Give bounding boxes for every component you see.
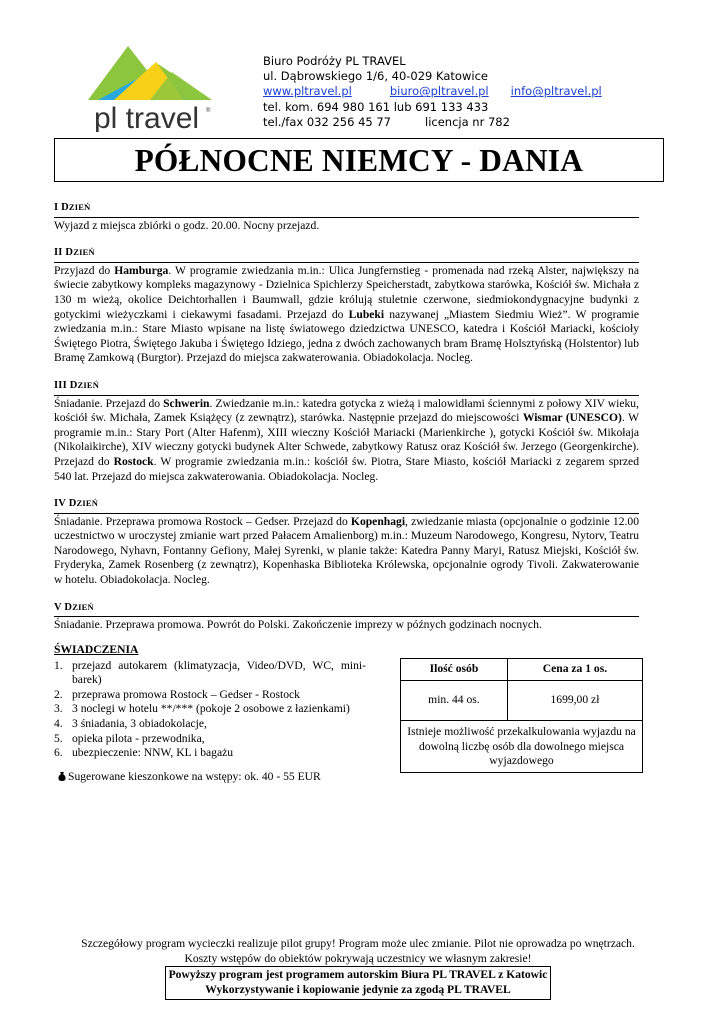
page-title-box: [54, 138, 664, 182]
price-table: [400, 658, 643, 773]
price-note: Istnieje możliwość przekalkulowania wyjazdu na dowolną liczbę osób dla dowolnego miejsca wyjazdowego: [401, 721, 643, 773]
day-description: Śniadanie. Przeprawa promowa Rostock – Gedser. Przejazd do Kopenhagi, zwiedzanie miasta (opcjonalnie o godzinie 12.00 uczestnictwo w uroczystej zmianie wart przed Pałacem Amalienborg) m.in.: Muzeum Narodowego, Kongresu, Nytorv, Teatru Narodowego, Nyhavn, Fontanny Gefiony, Małej Syrenki, w planie także: Katedra Panny Maryi, Ratusz Miejski, Kościół św. Fryderyka, Zamek Rosenberg (z zewnątrz), Kopenhaska Biblioteka Królewska, opcjonalnie ogrody Tivoli. Zakwaterowanie w hotelu. Obiadokolacja. Nocleg.: [54, 514, 639, 587]
day-section: [54, 200, 639, 233]
day-description: Śniadanie. Przeprawa promowa. Powrót do Polski. Zakończenie imprezy w późnych godzinach nocnych.: [54, 618, 542, 632]
persons-value: min. 44 os.: [401, 681, 508, 721]
price-header: Cena za 1 os.: [507, 659, 642, 681]
agency-license: licencja nr 782: [425, 114, 510, 129]
agency-address: ul. Dąbrowskiego 1/6, 40-029 Katowice: [263, 69, 488, 84]
day-section: [54, 378, 639, 484]
day-description: Wyjazd z miejsca zbiórki o godz. 20.00. Nocny przejazd.: [54, 218, 320, 232]
benefits-title: ŚWIADCZENIA: [54, 643, 139, 656]
day-description: Śniadanie. Przejazd do Schwerin. Zwiedzanie m.in.: katedra gotycka z wieżą i malowidłami ściennymi z połowy XIV wieku, kościół św. Michała, Zamek Książęcy (z zewnątrz), starówka. Następnie przejazd do miejscowości Wismar (UNESCO). W programie m.in.: Stary Port (Alter Hafenm), XIII wieczny Kościół Mariacki (Marienkirche ), gotycki Kościół św. Mikołaja (Nikolaikirche), XIV wieczny gotycki budynek Alter Schwede, zabytkowy Ratusz oraz Kościół św. Jerzego (Georgenkirche). Przejazd do Rostock. W programie zwiedzania m.in.: kościół św. Piotra, Stare Miasto, kościół Mariacki z zegarem sprzed 540 lat. Przejazd do miejsca zakwaterowania. Obiadokolacja. Nocleg.: [54, 396, 640, 483]
list-item: 4. 3 śniadania, 3 obiadokolacje,: [54, 716, 207, 730]
footer-note: Szczegółowy program wycieczki realizuje pilot grupy! Program może ulec zmianie. Pilot nie oprowadza po wnętrzach. Koszty wstępów do obiektów pokrywają uczestnicy we własnym zakresie!: [81, 937, 635, 965]
list-item: 5. opieka pilota - przewodnika,: [54, 731, 205, 745]
svg-text:®: ®: [206, 108, 211, 114]
logo-mountains-graphic: [88, 40, 218, 132]
money-bag-icon: [58, 771, 66, 781]
day-description: Przyjazd do Hamburga. W programie zwiedzania m.in.: Ulica Jungfernstieg - promenada nad rzeką Alster, największy na świecie zabytkowy kompleks magazynowy - Dzielnica Spichlerzy Speicherstadt, zabytkowa starówka, Kościół św. Michała z 130 m wieżą, okolice Deichtorhallen i Baumwall, gdzie królują stuletnie czerwone, siedmiokondygnacyjne budynki z gotyckimi wieżyczkami i ciekawymi fasadami. Przejazd do Lubeki nazywanej „Miastem Siedmiu Wież”. W programie zwiedzania m.in.: Stare Miasto wpisane na listę światowego dziedzictwa UNESCO, katedra i Kościół Mariacki, kościoły Świętego Piotra, Świętego Jakuba i Świętego Idziego, jedna z dwóch zachowanych bram Bramę Holsztyńską (Holstentor) lub Bramę Zamkową (Burgtor). Przejazd do miejsca zakwaterowania. Obiadokolacja. Nocleg.: [54, 263, 639, 365]
list-item: 3. 3 noclegi w hotelu **/*** (pokoje 2 osobowe z łazienkami): [54, 702, 350, 716]
agency-name: Biuro Podróży PL TRAVEL: [263, 54, 406, 68]
agency-links-row: [263, 84, 643, 99]
benefits-list: [54, 659, 366, 761]
agency-phone: tel. kom. 694 980 161 lub 691 133 433: [263, 99, 489, 114]
day-section: [54, 496, 639, 588]
benefits-section: [54, 643, 366, 761]
list-item: 1. przejazd autokarem (klimatyzacja, Video/DVD, WC, mini-barek): [54, 658, 366, 687]
day-heading: IV DZIEŃ: [54, 496, 639, 514]
price-value: 1699,00 zł: [507, 681, 642, 721]
pocket-money-note: Sugerowane kieszonkowe na wstępy: ok. 40 - 55 EUR: [58, 770, 321, 783]
day-heading: I DZIEŃ: [54, 200, 639, 218]
day-section: [54, 600, 639, 633]
day-heading: III DZIEŃ: [54, 378, 639, 396]
day-section: [54, 245, 639, 366]
email-info-link[interactable]: info@pltravel.pl: [510, 84, 602, 99]
website-link[interactable]: www.pltravel.pl: [263, 84, 352, 99]
email-biuro-link[interactable]: biuro@pltravel.pl: [389, 84, 489, 99]
pl-travel-logo: [88, 40, 218, 132]
day-heading: V DZIEŃ: [54, 600, 639, 618]
list-item: 2. przeprawa promowa Rostock – Gedser - Rostock: [54, 687, 300, 701]
persons-header: Ilość osób: [401, 659, 508, 681]
agency-fax: tel./fax 032 256 45 77: [263, 114, 391, 129]
page-title: PÓŁNOCNE NIEMCY - DANIA: [134, 141, 584, 178]
day-heading: II DZIEŃ: [54, 245, 639, 263]
agency-contact-block: [263, 54, 643, 130]
itinerary: [54, 200, 639, 645]
agency-fax-license-row: [263, 115, 643, 130]
list-item: 6. ubezpieczenie: NNW, KL i bagażu: [54, 746, 234, 760]
logo-wordmark: pl travel: [94, 102, 200, 132]
copyright-box: Powyższy program jest programem autorskim Biura PL TRAVEL z Katowic Wykorzystywanie i kopiowanie jedynie za zgodą PL TRAVEL: [165, 966, 551, 1000]
